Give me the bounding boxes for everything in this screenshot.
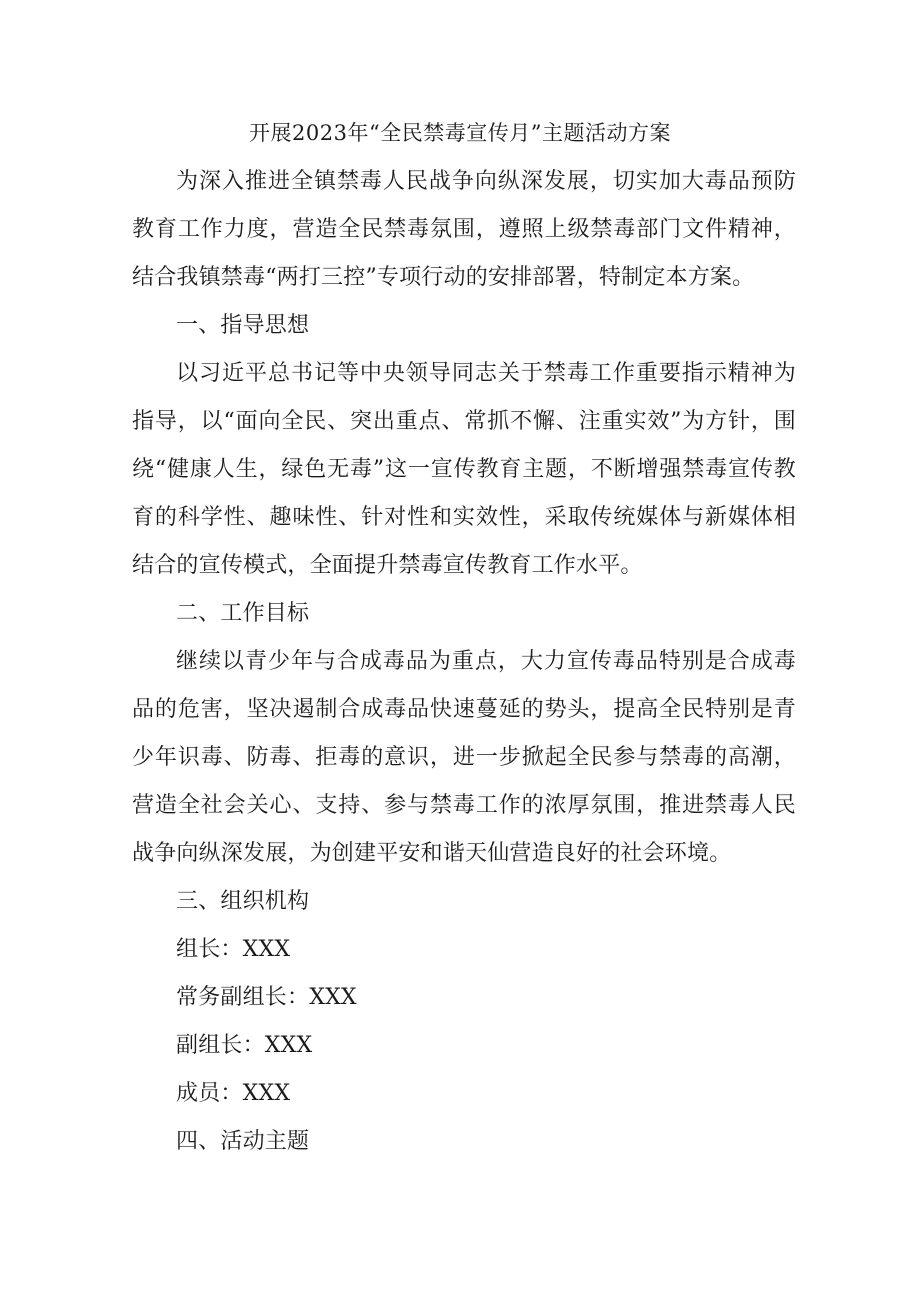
section-heading-work-goals: 二、工作目标	[176, 601, 310, 626]
section-heading-guiding-ideology: 一、指导思想	[176, 313, 310, 338]
section-heading-organization: 三、组织机构	[176, 889, 310, 914]
org-members-line: 成员：XXX	[176, 1081, 291, 1106]
document-body	[132, 158, 796, 1166]
section-heading-activity-theme: 四、活动主题	[176, 1129, 310, 1154]
org-exec-deputy-line: 常务副组长：XXX	[176, 985, 357, 1010]
guiding-ideology-paragraph: 以习近平总书记等中央领导同志关于禁毒工作重要指示精神为指导，以“面向全民、突出重点、常抓不懈、注重实效”为方针，围绕“健康人生，绿色无毒”这一宣传教育主题，不断增强禁毒宣传教育的科学性、趣味性、针对性和实效性，采取传统媒体与新媒体相结合的宣传模式，全面提升禁毒宣传教育工作水平。	[132, 361, 796, 578]
document-title: 开展2023年“全民禁毒宣传月”主题活动方案	[249, 121, 671, 145]
intro-paragraph: 为深入推进全镇禁毒人民战争向纵深发展，切实加大毒品预防教育工作力度，营造全民禁毒氛围，遵照上级禁毒部门文件精神，结合我镇禁毒“两打三控”专项行动的安排部署，特制定本方案。	[132, 169, 796, 290]
org-leader-line: 组长：XXX	[176, 937, 291, 962]
work-goals-paragraph: 继续以青少年与合成毒品为重点，大力宣传毒品特别是合成毒品的危害，坚决遏制合成毒品快速蔓延的势头，提高全民特别是青少年识毒、防毒、拒毒的意识，进一步掀起全民参与禁毒的高潮，营造全社会关心、支持、参与禁毒工作的浓厚氛围，推进禁毒人民战争向纵深发展，为创建平安和谐天仙营造良好的社会环境。	[132, 649, 796, 866]
org-deputy-line: 副组长：XXX	[176, 1033, 313, 1058]
